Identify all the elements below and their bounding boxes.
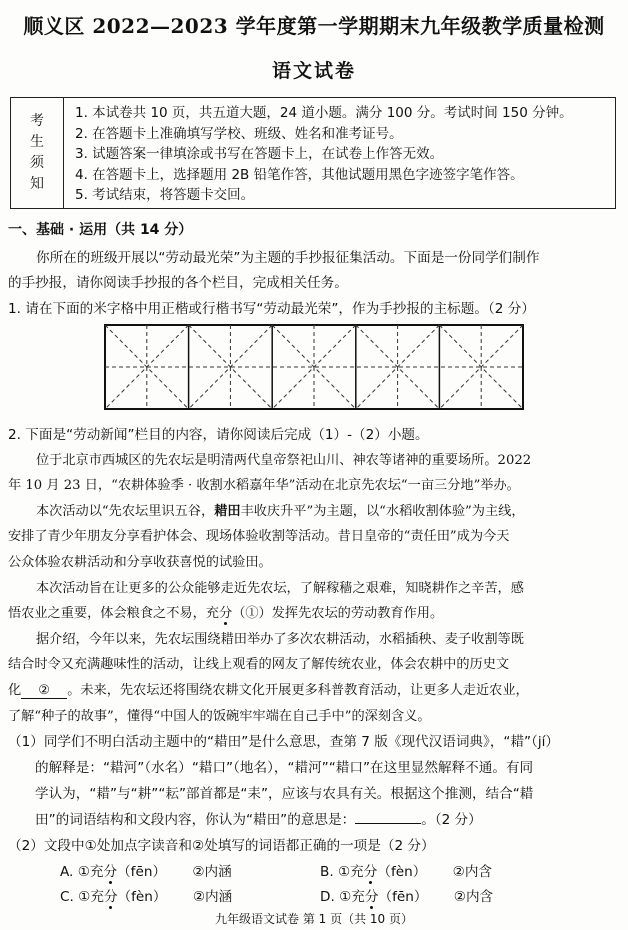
passage-text: 本次活动以“先农坛里识五谷，	[36, 504, 215, 519]
section-intro-line: 你所在的班级开展以“劳动最光荣”为主题的手抄报征集活动。下面是一份同学们制作	[36, 250, 540, 266]
notice-label-char: 考	[30, 113, 44, 129]
answer-blank[interactable]	[355, 809, 421, 824]
candidate-notice-box	[10, 97, 616, 209]
option-text: ①充	[337, 864, 364, 880]
dotted-char: 分	[103, 864, 118, 880]
subquestion-text: 。（2 分）	[421, 812, 482, 828]
exam-subtitle: 语文试卷	[271, 60, 356, 82]
notice-label	[11, 98, 64, 208]
passage-line: 位于北京市西城区的先农坛是明清两代皇帝祭祀山川、神农等诸神的重要场所。2022	[36, 453, 532, 468]
passage-text: 化	[8, 683, 22, 698]
option-word: ②内含	[453, 889, 494, 905]
option-pinyin: （fèn）	[117, 889, 167, 905]
question-2-text: 2. 下面是“劳动新闻”栏目的内容，请你阅读后完成（1）-（2）小题。	[8, 427, 429, 443]
passage-text: （①）发挥先农坛的劳动教育作用。	[232, 606, 444, 621]
passage-line: 了解“种子的故事”，懂得“中国人的饭碗牢牢端在自己手中”的深刻含义。	[8, 709, 431, 724]
notice-label-char: 知	[30, 176, 44, 192]
option-text: ①充	[78, 889, 104, 905]
option-pinyin: （fēn）	[378, 889, 428, 905]
option-letter: B.	[320, 864, 334, 880]
mi-grid-svg	[104, 324, 524, 410]
mi-character-grid[interactable]	[104, 324, 524, 410]
page-footer: 九年级语文试卷 第 1 页（共 10 页）	[215, 912, 413, 926]
fill-blank-2[interactable]: ②	[21, 683, 67, 699]
passage-line: 据介绍，今年以来，先农坛围绕耤田举办了多次农耕活动，水稻插秧、麦子收割等既	[36, 632, 524, 647]
section-intro-line: 的手抄报，请你阅读手抄报的各个栏目，完成相关任务。	[8, 275, 348, 291]
subquestion-1-line: 学认为，“耤”与“耕”“耘”部首都是“耒”，应该与农具有关。根据这个推测，结合“耤	[35, 786, 534, 802]
passage-line: 本次活动旨在让更多的公众能够走近先农坛，了解稼穑之艰难，知晓耕作之辛苦，感	[36, 581, 524, 596]
passage-text: 悟农业之重要，体会粮食之不易，充	[8, 606, 219, 621]
subquestion-2-line: （2）文段中①处加点字读音和②处填写的词语都正确的一项是（2 分）	[8, 838, 435, 854]
passage-line: 公众体验农耕活动和分享收获喜悦的试验田。	[8, 555, 272, 570]
notice-item: 4. 在答题卡上，选择题用 2B 铅笔作答，其他试题用黑色字迹签字笔作答。	[75, 166, 524, 183]
option-c[interactable]	[60, 885, 232, 905]
option-pinyin: （fèn）	[377, 864, 427, 880]
option-pinyin: （fēn）	[117, 864, 167, 880]
dotted-char: 分	[364, 889, 379, 905]
option-word: ②内涵	[192, 864, 232, 880]
notice-item: 5. 考试结束，将答题卡交回。	[75, 187, 255, 203]
notice-label-char: 生	[30, 134, 44, 150]
dotted-char: 分	[363, 864, 378, 880]
subquestion-text: 田”的词语结构和文段内容，你认为“耤田”的意思是：	[35, 812, 356, 828]
exam-title: 顺义区 2022—2023 学年度第一学期期末九年级教学质量检测	[23, 14, 605, 38]
notice-item: 3. 试题答案一律填涂或书写在答题卡上，在试卷上作答无效。	[75, 146, 444, 162]
passage-keyword: 耤田	[214, 504, 241, 519]
passage-line	[36, 500, 525, 519]
passage-line: 年 10 月 23 日，“农耕体验季 · 收割水稻嘉年华”活动在北京先农坛“一亩三分地”举办。	[8, 478, 520, 493]
passage-line: 结合时令又充满趣味性的活动，让线上观看的网友了解传统农业，体会农耕中的历史文	[8, 657, 510, 672]
option-letter: A.	[60, 864, 74, 880]
passage-line: 安排了青少年朋友分享看护体会、现场体验收割等活动。昔日皇帝的“责任田”成为今天	[8, 529, 510, 544]
dotted-char: 分	[103, 889, 118, 905]
option-letter: C.	[60, 889, 74, 905]
subquestion-1-line: （1）同学们不明白活动主题中的“耤田”是什么意思，查第 7 版《现代汉语词典》，“耤”（jí）	[8, 734, 560, 750]
option-text: ①充	[339, 889, 365, 905]
passage-line	[8, 602, 443, 621]
subquestion-1-line	[35, 808, 482, 828]
notice-item: 2. 在答题卡上准确填写学校、班级、姓名和准考证号。	[75, 125, 403, 142]
section-heading: 一、基础 · 运用（共 14 分）	[8, 222, 193, 238]
option-a[interactable]	[60, 860, 232, 880]
option-word: ②内涵	[192, 889, 233, 905]
option-d[interactable]	[320, 885, 493, 905]
passage-text: 丰收庆升平”为主题，以“水稻收割体验”为主线，	[240, 504, 525, 519]
option-letter: D.	[320, 889, 335, 905]
passage-text: 。未来，先农坛还将围绕农耕文化开展更多科普教育活动，让更多人走近农业，	[67, 683, 529, 698]
notice-label-char: 须	[30, 155, 44, 171]
option-word: ②内含	[452, 864, 493, 880]
question-1-text: 1. 请在下面的米字格中用正楷或行楷书写“劳动最光荣”，作为手抄报的主标题。（2 分）	[8, 301, 535, 317]
option-b[interactable]	[320, 860, 492, 880]
passage-line	[8, 679, 529, 699]
notice-item: 1. 本试卷共 10 页，共五道大题，24 道小题。满分 100 分。考试时间 150 分钟。	[75, 105, 573, 121]
subquestion-1-line: 的解释是：“耤河”（水名）“耤口”（地名），“耤河”“耤口”在这里显然解释不通。有同	[35, 760, 534, 776]
option-text: ①充	[77, 864, 104, 880]
dotted-char: 分	[219, 606, 233, 621]
notice-list	[75, 103, 611, 206]
